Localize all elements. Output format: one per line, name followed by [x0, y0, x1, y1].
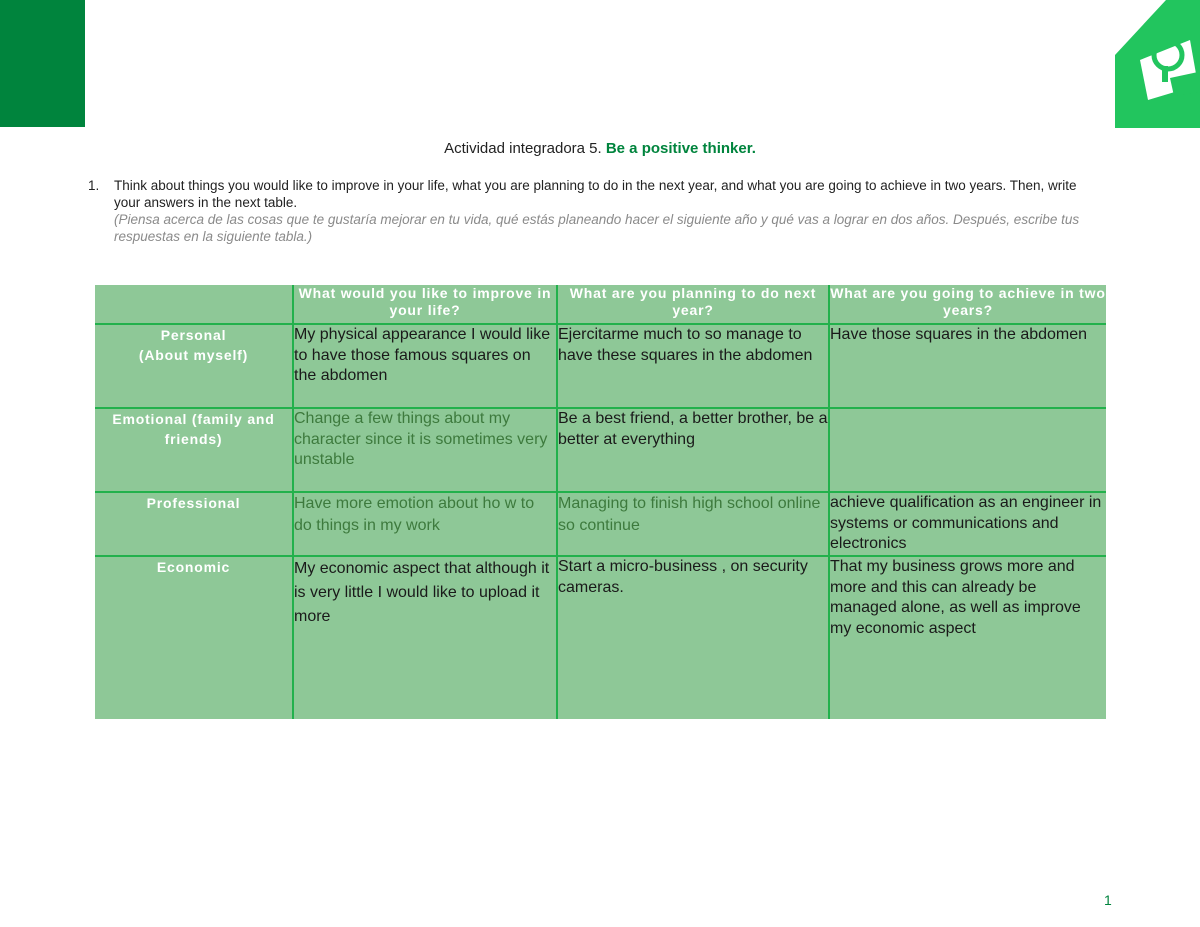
- row-header: [95, 408, 293, 492]
- instruction-spanish: (Piensa acerca de las cosas que te gustaría mejorar en tu vida, qué estás planeando hacer el siguiente año y qué vas a lograr en dos años. Después, escribe tus respuestas en la siguiente tabla.): [114, 212, 1080, 244]
- header-green-block: [0, 0, 85, 127]
- table-row: [95, 556, 1106, 719]
- page-number: 1: [1104, 892, 1112, 908]
- table-cell: My physical appearance I would like to have those famous squares on the abdomen: [293, 324, 557, 408]
- table-row: [95, 492, 1106, 556]
- row-header-label: Personal (About myself): [138, 327, 249, 363]
- instruction-number: 1.: [88, 178, 100, 193]
- table-header-row: [95, 285, 1106, 324]
- table-cell: Have those squares in the abdomen: [829, 324, 1106, 408]
- column-header: What are you planning to do next year?: [557, 285, 829, 324]
- table-corner-cell: [95, 285, 293, 324]
- table-cell: Managing to finish high school online so continue: [557, 492, 829, 556]
- activity-title: [0, 140, 1200, 157]
- table-cell: Start a micro-business , on security cameras.: [557, 556, 829, 719]
- goals-table: [95, 285, 1106, 719]
- table-cell: That my business grows more and more and this can already be managed alone, as well as improve my economic aspect: [829, 556, 1106, 719]
- column-header: What would you like to improve in your life?: [293, 285, 557, 324]
- prepa-logo-icon: [1110, 0, 1200, 128]
- instruction-english: Think about things you would like to improve in your life, what you are planning to do in the next year, and what you are going to achieve in two years. Then, write your answers in the next table.: [114, 178, 1077, 210]
- table-cell: Have more emotion about ho w to do things in my work: [293, 492, 557, 556]
- row-header: Economic: [95, 556, 293, 719]
- instruction-block: [88, 177, 1088, 245]
- column-header: What are you going to achieve in two years?: [829, 285, 1106, 324]
- row-header-label: Emotional (family and friends): [112, 411, 275, 447]
- table-cell: My economic aspect that although it is very little I would like to upload it more: [293, 556, 557, 719]
- table-row: [95, 324, 1106, 408]
- table-cell: Change a few things about my character since it is sometimes very unstable: [293, 408, 557, 492]
- activity-title-highlight: Be a positive thinker.: [605, 140, 756, 157]
- table-cell: achieve qualification as an engineer in systems or communications and electronics: [829, 492, 1106, 556]
- table-cell: [829, 408, 1106, 492]
- table-row: [95, 408, 1106, 492]
- activity-title-prefix: Actividad integradora 5.: [444, 140, 606, 157]
- table-cell: Be a best friend, a better brother, be a better at everything: [557, 408, 829, 492]
- row-header: [95, 324, 293, 408]
- table-cell: Ejercitarme much to so manage to have these squares in the abdomen: [557, 324, 829, 408]
- row-header: Professional: [95, 492, 293, 556]
